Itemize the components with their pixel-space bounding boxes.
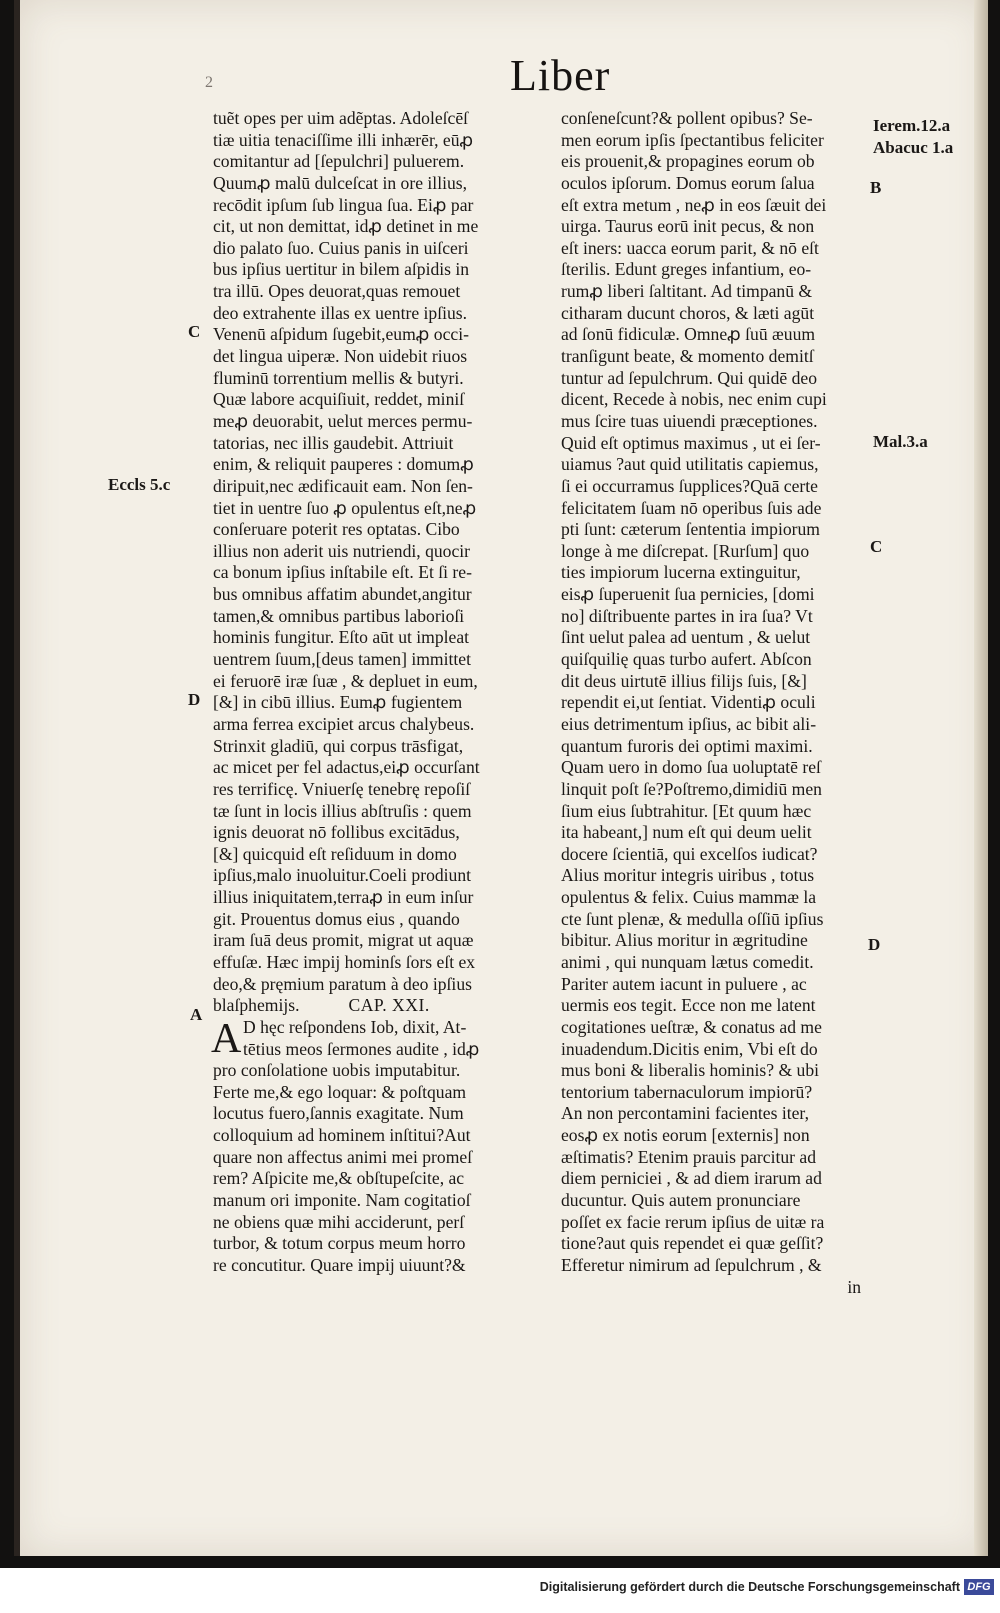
text-line: uiamus ?aut quid utilitatis capiemus, (561, 454, 819, 475)
text-line: tranſigunt beate, & momento demitſ (561, 346, 814, 367)
text-line: mus ſcire tuas uiuendi præceptiones. (561, 410, 818, 431)
text-line: Pariter autem iacunt in puluere , ac (561, 973, 807, 994)
text-line: uirga. Taurus eorū init pecus, & non (561, 216, 815, 237)
text-line: Venenū aſpidum ſugebit,eumꝓ occi- (213, 324, 469, 345)
text-line: ſint uelut palea ad uentum , & uelut (561, 627, 811, 648)
text-line: An non percontamini facientes iter, (561, 1103, 809, 1124)
text-line: opulentus & felix. Cuius mammæ la (561, 887, 817, 908)
page-mark: 2 (205, 74, 213, 91)
text-line: tione?aut quis rependet ei quæ geſſit? (561, 1233, 824, 1254)
text-line: deo extrahente illas ex uentre ipſius. (213, 302, 468, 323)
text-line: tuntur ad ſepulchrum. Qui quidē deo (561, 367, 818, 388)
margin-letter-d-left: D (188, 690, 201, 709)
text-line: ita habeant,] num eſt qui deum uelit (561, 822, 812, 843)
text-line: deo,& pręmium paratum à deo ipſius (213, 973, 472, 994)
text-line: pti ſunt: cæterum ſententia impiorum (561, 519, 820, 540)
margin-letter-b-right: B (870, 178, 882, 197)
text-line: tiæ uitia tenaciſſime illi inhærēr, eūꝓ (213, 129, 474, 150)
text-line: meꝓ deuorabit, uelut merces permu- (213, 410, 473, 431)
text-line: tuẽt opes per uim adẽptas. Adoleſcēſ (213, 108, 469, 128)
text-line: tra illū. Opes deuorat,quas remouet (213, 281, 461, 302)
digitization-footer (0, 1568, 1000, 1613)
dfg-logo: DFG (964, 1579, 994, 1595)
text-line: dicent, Recede à nobis, nec enim cupi (561, 389, 827, 410)
text-line: fluminū torrentium mellis & butyri. (213, 367, 464, 388)
margin-note-ierem: Ierem.12.a (873, 116, 951, 135)
text-line: dit deus uirtutē illius filijs ſuis, [&] (561, 670, 807, 691)
margin-letter-a-left: A (190, 1005, 203, 1024)
text-line: bus ipſius uertitur in bilem aſpidis in (213, 259, 470, 280)
text-line: docere ſcientiā, qui excelſos iudicat? (561, 843, 818, 864)
text-line: conſeruare poterit res optatas. Cibo (213, 519, 460, 540)
text-line: cit, ut non demittat, idꝓ detinet in me (213, 216, 479, 237)
text-line: turbor, & totum corpus meum horro (213, 1233, 466, 1254)
right-text-column (561, 108, 891, 1298)
text-line: illius iniquitatem,terraꝓ in eum inſur (213, 887, 474, 908)
text-line: quiſquilię quas turbo aufert. Abſcon (561, 649, 812, 670)
text-line: quantum furoris dei optimi maximi. (561, 735, 813, 756)
text-line: tamen,& omnibus partibus laborioſi (213, 605, 465, 626)
text-line: git. Prouentus domus eius , quando (213, 908, 460, 929)
text-line: iram ſuā deus promit, migrat ut aquæ (213, 930, 474, 951)
text-line: ipſius,malo inuoluitur.Coeli prodiunt (213, 865, 472, 886)
text-line: eſt iners: uacca eorum parit, & nō eſt (561, 237, 819, 258)
text-line: eſt extra metum , neꝓ in eos ſæuit dei (561, 194, 827, 215)
text-line: Alius moritur integris uiribus , totus (561, 865, 815, 886)
text-line: uermis eos tegit. Ecce non me latent (561, 995, 816, 1016)
text-line: conſeneſcunt?& pollent opibus? Se- (561, 108, 813, 128)
text-line: oculos ipſorum. Domus eorum ſalua (561, 172, 815, 193)
text-line: ei feruorē iræ ſuæ , & depluet in eum, (213, 670, 478, 691)
text-line: diripuit,nec ædificauit eam. Non ſen- (213, 475, 473, 496)
page-edge (974, 0, 988, 1556)
text-line: poſſet ex facie rerum ipſius de uitæ ra (561, 1211, 825, 1232)
text-line: Strinxit gladiū, qui corpus trāsfigat, (213, 735, 464, 756)
text-line (213, 995, 543, 1017)
text-line: Quid eſt optimus maximus , ut ei ſer- (561, 432, 821, 453)
text-line: ca bonum ipſius inſtabile eſt. Et ſi re- (213, 562, 472, 583)
text-line: ignis deuorat nō follibus excitādus, (213, 822, 460, 843)
margin-note-mal: Mal.3.a (873, 432, 928, 451)
text-line: inuadendum.Dicitis enim, Vbi eſt do (561, 1038, 818, 1059)
text-line-content: D hęc reſpondens Iob, dixit, At- (243, 1016, 467, 1037)
text-line: arma ferrea excipiet arcus chalybeus. (213, 713, 475, 734)
text-line: recōdit ipſum ſub lingua ſua. Eiꝓ par (213, 194, 474, 215)
text-line: dio palato ſuo. Cuius panis in uiſceri (213, 237, 469, 258)
text-line: Quæ labore acquiſiuit, reddet, miniſ (213, 389, 465, 410)
text-line: ſium eius ſubtrahitur. [Et quum hæc (561, 800, 812, 821)
footer-credit: Digitalisierung gefördert durch die Deutsche Forschungsgemeinschaft (539, 1580, 960, 1594)
text-line: ſi ei occurramus ſupplices?Quā certe (561, 475, 818, 496)
margin-note-eccls: Eccls 5.c (108, 475, 171, 494)
text-line: pro conſolatione uobis imputabitur. (213, 1060, 461, 1081)
text-line: ac micet per fel adactus,eiꝓ occurſant (213, 757, 480, 778)
text-line: eis prouenit,& propagines eorum ob (561, 151, 815, 172)
text-line: eosꝓ ex notis eorum [externis] non (561, 1125, 810, 1146)
text-line: uentrem ſuum,[deus tamen] immittet (213, 649, 471, 670)
margin-letter-c-left: C (188, 322, 201, 341)
text-line: illius non aderit uis nutriendi, quocir (213, 540, 471, 561)
text-line: tiet in uentre ſuo ꝓ opulentus eſt,neꝓ (213, 497, 477, 518)
text-line: [&] in cibū illius. Eumꝓ fugientem (213, 692, 463, 713)
text-line: citharam ducunt choros, & læti agūt (561, 302, 815, 323)
text-line: ad ſonū fidiculæ. Omneꝓ ſuū æuum (561, 324, 816, 345)
text-line: cogitationes ueſtræ, & conatus ad me (561, 1016, 822, 1037)
text-line: [&] quicquid eſt reſiduum in domo (213, 843, 457, 864)
text-line: re concutitur. Quare impij uiuunt?& (213, 1254, 466, 1275)
text-line: animi , qui nunquam lætus comedit. (561, 951, 814, 972)
text-line: men eorum ipſis ſpectantibus feliciter (561, 129, 824, 150)
text-line: manum ori imponite. Nam cogitatioſ (213, 1190, 471, 1211)
text-line: eius detrimentum ipſius, ac bibit ali- (561, 713, 817, 734)
drop-cap: A (211, 1015, 242, 1062)
text-line: tentorium tabernaculorum impiorū? (561, 1081, 813, 1102)
text-line: res terrificę. Vniuerſę tenebrę repoſiſ (213, 778, 471, 799)
text-line: in (847, 1276, 861, 1297)
text-line: diem perniciei , & ad diem irarum ad (561, 1168, 822, 1189)
text-line: locutus fuero,ſannis exagitate. Num (213, 1103, 464, 1124)
text-line: Quam uero in domo ſua uoluptatē reſ (561, 757, 821, 778)
text-line: felicitatem ſuam nō operibus ſuis ade (561, 497, 822, 518)
text-line: Efferetur nimirum ad ſepulchrum , & (561, 1254, 822, 1275)
text-line: det lingua uiperæ. Non uidebit riuos (213, 346, 468, 367)
text-line: Quumꝓ malū dulceſcat in ore illius, (213, 172, 468, 193)
text-line: colloquium ad hominem inſtitui?Aut (213, 1125, 471, 1146)
text-line: comitantur ad [ſepulchri] puluerem. (213, 151, 465, 172)
margin-note-abacuc: Abacuc 1.a (873, 138, 954, 157)
running-head: Liber (510, 51, 611, 100)
text-line: ne obiens quæ mihi acciderunt, perſ (213, 1211, 465, 1232)
text-line-content: blaſphemijs. (213, 995, 300, 1016)
chapter-heading: CAP. XXI. (299, 995, 430, 1016)
text-line: tæ ſunt in locis illius abſtruſis : quem (213, 800, 472, 821)
text-line: tatorias, nec illis gaudebit. Attriuit (213, 432, 454, 453)
text-line: rependit ei,ut ſentiat. Videntiꝓ oculi (561, 692, 816, 713)
text-line: bus omnibus affatim abundet,angitur (213, 584, 472, 605)
text-line: no] diſtribuente partes in ira ſua? Vt (561, 605, 813, 626)
text-line: cte ſunt plenæ, & medulla oſſiū ipſius (561, 908, 824, 929)
text-line: mus boni & liberalis hominis? & ubi (561, 1060, 820, 1081)
text-line: quare non affectus animi mei promeſ (213, 1146, 473, 1167)
text-line: Ferte me,& ego loquar: & poſtquam (213, 1081, 467, 1102)
margin-letter-c-right: C (870, 537, 883, 556)
text-line: ties impiorum lucerna extinguitur, (561, 562, 801, 583)
text-line: ducuntur. Quis autem pronunciare (561, 1190, 801, 1211)
text-line: effuſæ. Hæc impij hominſs ſors eſt ex (213, 951, 476, 972)
text-line: rem? Aſpicite me,& obſtupeſcite, ac (213, 1168, 465, 1189)
text-line: bibitur. Alius moritur in ægritudine (561, 930, 808, 951)
margin-letter-d-right: D (868, 935, 881, 954)
text-line: eisꝓ ſuperuenit ſua pernicies, [domi (561, 584, 815, 605)
text-line: rumꝓ liberi ſaltitant. Ad timpanū & (561, 281, 813, 302)
left-text-column (213, 108, 543, 1277)
text-line: æſtimatis? Etenim prauis parcitur ad (561, 1146, 817, 1167)
text-line: ſterilis. Edunt greges infantium, eo- (561, 259, 812, 280)
text-line: tētius meos ſermones audite , idꝓ (243, 1038, 480, 1059)
text-line: longe à me diſcrepat. [Rurſum] quo (561, 540, 810, 561)
text-line: enim, & reliquit pauperes : domumꝓ (213, 454, 474, 475)
text-line: hominis fungitur. Eſto aūt ut impleat (213, 627, 470, 648)
text-line: linquit poſt ſe?Poſtremo,dimidiū men (561, 778, 822, 799)
